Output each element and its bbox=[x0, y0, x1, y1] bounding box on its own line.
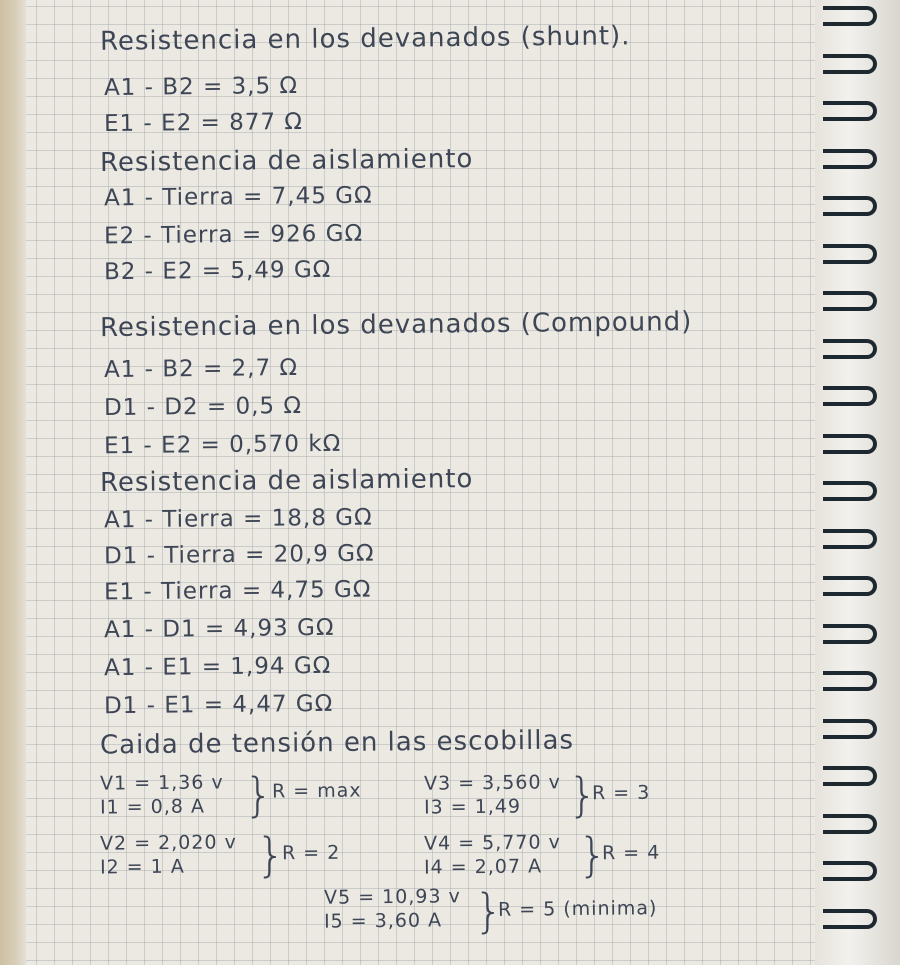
spiral-ring bbox=[823, 101, 877, 121]
heading-shunt: Resistencia en los devanados (shunt). bbox=[99, 21, 631, 57]
brace-2: } bbox=[256, 828, 286, 882]
spiral-ring bbox=[823, 861, 877, 881]
line-compound-aisl-4: A1 - D1 = 4,93 GΩ bbox=[103, 614, 335, 644]
brace-5: } bbox=[474, 884, 504, 938]
spiral-ring bbox=[823, 766, 877, 786]
line-compound-aisl-1: A1 - Tierra = 18,8 GΩ bbox=[103, 504, 373, 534]
spiral-ring bbox=[823, 434, 877, 454]
spiral-binding bbox=[815, 0, 900, 965]
spiral-ring bbox=[823, 671, 877, 691]
line-compound-2: D1 - D2 = 0,5 Ω bbox=[103, 392, 303, 422]
brace-3: } bbox=[568, 768, 598, 822]
line-compound-3: E1 - E2 = 0,570 kΩ bbox=[103, 430, 342, 460]
heading-compound: Resistencia en los devanados (Compound) bbox=[99, 306, 693, 344]
line-compound-aisl-2: D1 - Tierra = 20,9 GΩ bbox=[103, 540, 375, 570]
spiral-ring bbox=[823, 909, 877, 929]
spiral-ring bbox=[823, 244, 877, 264]
r1-value: R = max bbox=[271, 779, 362, 803]
line-compound-aisl-3: E1 - Tierra = 4,75 GΩ bbox=[103, 576, 372, 606]
spiral-ring bbox=[823, 481, 877, 501]
line-shunt-2: E1 - E2 = 877 Ω bbox=[103, 108, 304, 138]
r4-value: R = 4 bbox=[601, 841, 661, 865]
spiral-ring bbox=[823, 386, 877, 406]
heading-caida-tension: Caida de tensión en las escobillas bbox=[99, 725, 575, 761]
v5-value: V5 = 10,93 v bbox=[323, 885, 461, 909]
brace-1: } bbox=[244, 768, 274, 822]
spiral-ring bbox=[823, 54, 877, 74]
i4-value: I4 = 2,07 A bbox=[423, 855, 543, 879]
v3-value: V3 = 3,560 v bbox=[423, 771, 561, 795]
r2-value: R = 2 bbox=[281, 841, 341, 865]
spiral-ring bbox=[823, 529, 877, 549]
brace-4: } bbox=[578, 828, 608, 882]
line-compound-1: A1 - B2 = 2,7 Ω bbox=[103, 354, 299, 384]
i3-value: I3 = 1,49 bbox=[423, 795, 522, 819]
heading-shunt-aislamiento: Resistencia de aislamiento bbox=[99, 144, 474, 178]
spiral-ring bbox=[823, 291, 877, 311]
v4-value: V4 = 5,770 v bbox=[423, 831, 561, 855]
heading-compound-aislamiento: Resistencia de aislamiento bbox=[99, 464, 474, 498]
line-shunt-1: A1 - B2 = 3,5 Ω bbox=[103, 72, 299, 102]
spiral-ring bbox=[823, 339, 877, 359]
spiral-ring bbox=[823, 149, 877, 169]
i5-value: I5 = 3,60 A bbox=[323, 909, 443, 933]
spiral-ring bbox=[823, 624, 877, 644]
page-edge bbox=[0, 0, 26, 965]
line-shunt-aisl-1: A1 - Tierra = 7,45 GΩ bbox=[103, 182, 373, 212]
spiral-ring bbox=[823, 196, 877, 216]
r5-value: R = 5 (minima) bbox=[497, 897, 658, 921]
spiral-ring bbox=[823, 576, 877, 596]
v1-value: V1 = 1,36 v bbox=[99, 771, 224, 795]
line-shunt-aisl-3: B2 - E2 = 5,49 GΩ bbox=[103, 256, 332, 286]
i1-value: I1 = 0,8 A bbox=[99, 795, 206, 819]
spiral-ring bbox=[823, 719, 877, 739]
r3-value: R = 3 bbox=[591, 781, 651, 805]
spiral-ring bbox=[823, 814, 877, 834]
line-shunt-aisl-2: E2 - Tierra = 926 GΩ bbox=[103, 220, 364, 250]
line-compound-aisl-5: A1 - E1 = 1,94 GΩ bbox=[103, 652, 332, 682]
spiral-ring bbox=[823, 6, 877, 26]
line-compound-aisl-6: D1 - E1 = 4,47 GΩ bbox=[103, 690, 334, 720]
v2-value: V2 = 2,020 v bbox=[99, 831, 237, 855]
i2-value: I2 = 1 A bbox=[99, 855, 185, 879]
